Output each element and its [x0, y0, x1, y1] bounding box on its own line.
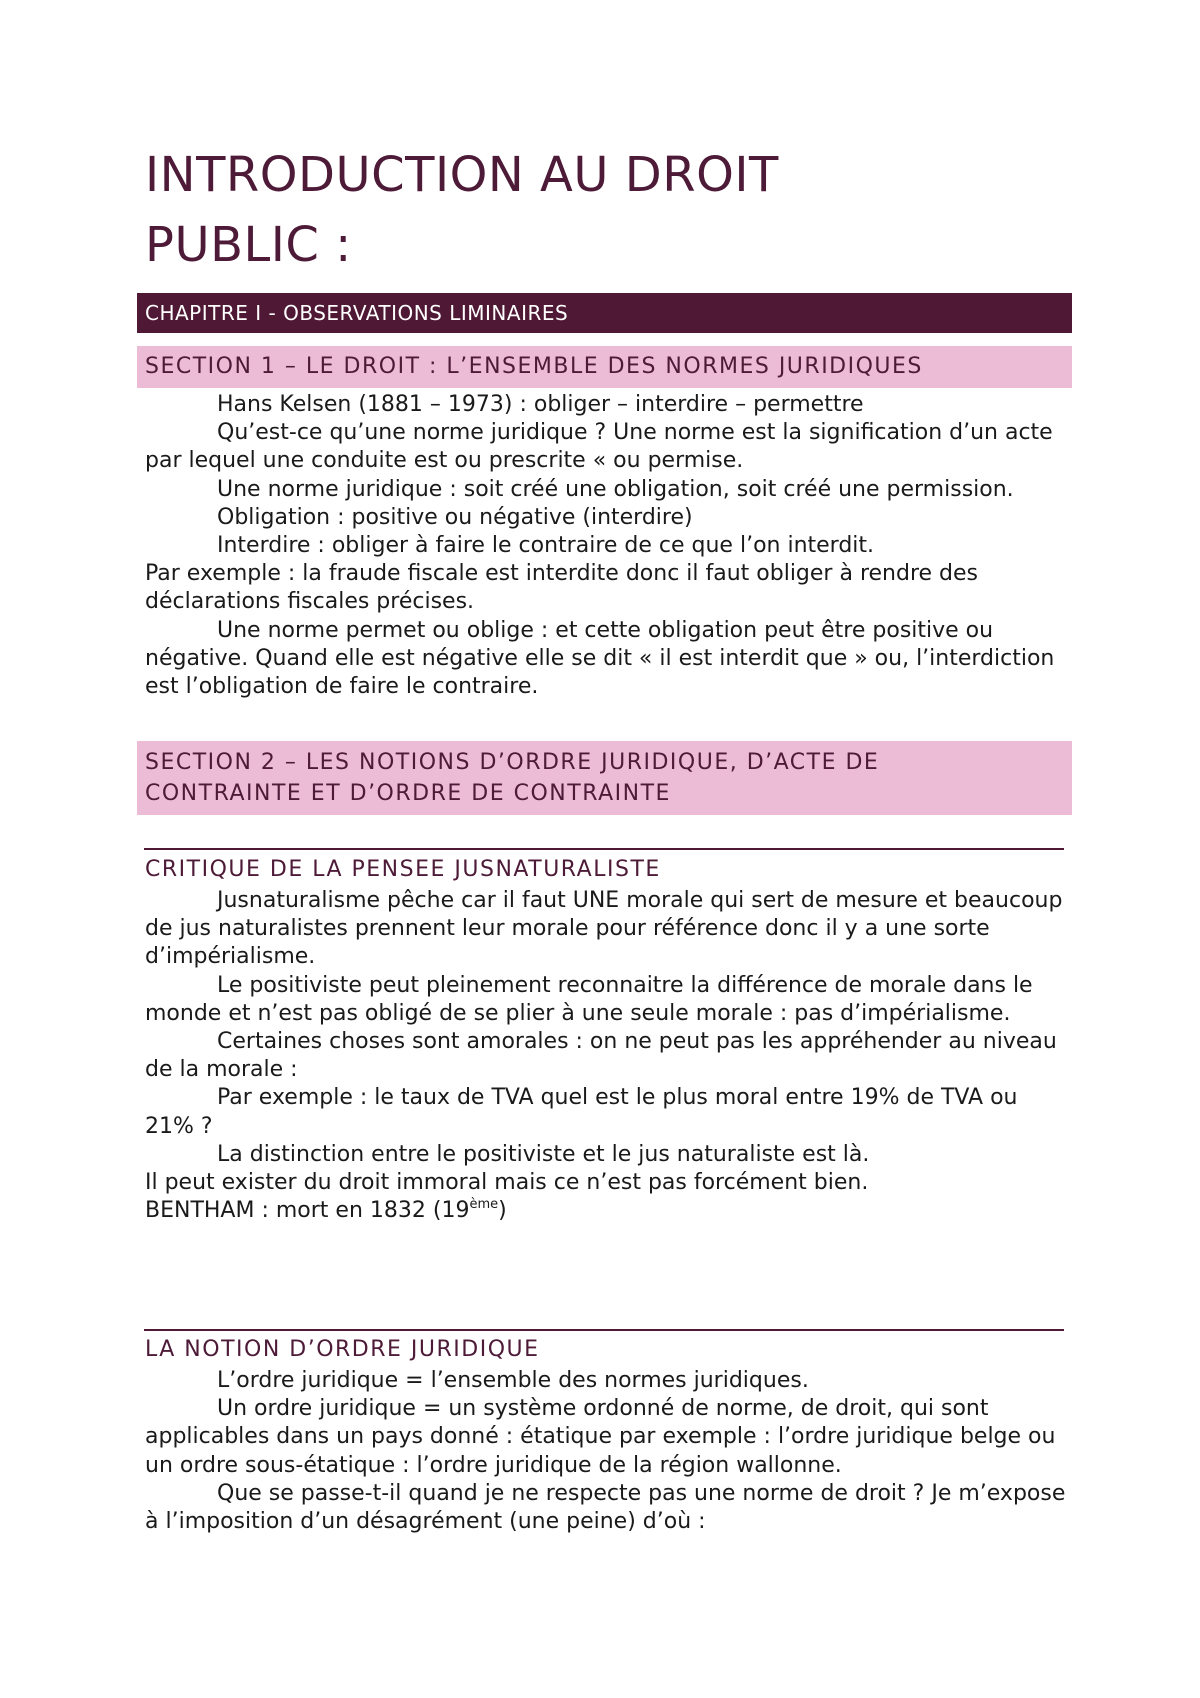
paragraph: Certaines choses sont amorales : on ne peut pas les appréhender au niveau de la morale :: [145, 1029, 1057, 1083]
paragraph: Hans Kelsen (1881 – 1973) : obliger – interdire – permettre: [217, 392, 864, 417]
paragraph: Le positiviste peut pleinement reconnaitre la différence de morale dans le monde et n’est pas obligé de se plier à une seule morale : pas d’impérialisme.: [145, 972, 1033, 1026]
paragraph: Un ordre juridique = un système ordonné de norme, de droit, qui sont applicables dans un pays donné : étatique par exemple : l’ordre juridique belge ou un ordre sous-étatique : l’ordre juridique de la région wallonne.: [145, 1396, 1056, 1478]
paragraph: Par exemple : la fraude fiscale est interdite donc il faut obliger à rendre des déclarations fiscales précises.: [145, 561, 979, 615]
section-2-heading-line-2: CONTRAINTE ET D’ORDRE DE CONTRAINTE: [145, 781, 671, 806]
paragraph: Une norme juridique : soit créé une obligation, soit créé une permission.: [217, 476, 1014, 502]
bentham-paragraph: [145, 1197, 1070, 1225]
title-line-1: INTRODUCTION AU DROIT: [145, 147, 779, 203]
title-line-2: PUBLIC :: [145, 217, 352, 273]
section-1-body: [145, 391, 1070, 701]
ordre-body: [145, 1367, 1070, 1536]
ordre-heading: LA NOTION D’ORDRE JURIDIQUE: [145, 1337, 540, 1362]
divider: [144, 848, 1064, 850]
paragraph: La distinction entre le positiviste et le jus naturaliste est là.: [217, 1141, 870, 1167]
chapter-heading: CHAPITRE I - OBSERVATIONS LIMINAIRES: [137, 293, 1072, 333]
paragraph: Obligation : positive ou négative (interdire): [217, 504, 693, 530]
paragraph: Par exemple : le taux de TVA quel est le plus moral entre 19% de TVA ou 21% ?: [145, 1085, 1018, 1139]
paragraph: Que se passe-t-il quand je ne respecte pas une norme de droit ? Je m’expose à l’imposition d’un désagrément (une peine) d’où :: [145, 1480, 1066, 1535]
section-2-heading: [137, 741, 1072, 815]
paragraph: Il peut exister du droit immoral mais ce n’est pas forcément bien.: [145, 1170, 869, 1196]
divider: [144, 1329, 1064, 1331]
paragraph: Qu’est-ce qu’une norme juridique ? Une norme est la signification d’un acte par lequel une conduite est ou prescrite « ou permise.: [145, 420, 1053, 474]
bentham-close: ): [498, 1198, 507, 1224]
paragraph: L’ordre juridique = l’ensemble des normes juridiques.: [217, 1368, 809, 1393]
paragraph: Jusnaturalisme pêche car il faut UNE morale qui sert de mesure et beaucoup de jus naturalistes prennent leur morale pour référence donc il y a une sorte d’impérialisme.: [145, 888, 1063, 970]
section-2-heading-line-1: SECTION 2 – LES NOTIONS D’ORDRE JURIDIQUE, D’ACTE DE: [145, 750, 880, 775]
critique-body: [145, 887, 1070, 1225]
paragraph: Interdire : obliger à faire le contraire de ce que l’on interdit.: [217, 533, 875, 559]
document-page: [137, 0, 1072, 1698]
critique-heading: CRITIQUE DE LA PENSEE JUSNATURALISTE: [145, 857, 661, 882]
section-1-heading: SECTION 1 – LE DROIT : L’ENSEMBLE DES NORMES JURIDIQUES: [137, 346, 1072, 388]
document-title: [145, 140, 779, 280]
paragraph: Une norme permet ou oblige : et cette obligation peut être positive ou négative. Quand elle est négative elle se dit « il est interdit que » ou, l’interdiction est l’obligation de faire le contraire.: [145, 617, 1055, 700]
bentham-text: BENTHAM : mort en 1832 (19: [145, 1198, 470, 1224]
superscript: ème: [469, 1197, 499, 1213]
